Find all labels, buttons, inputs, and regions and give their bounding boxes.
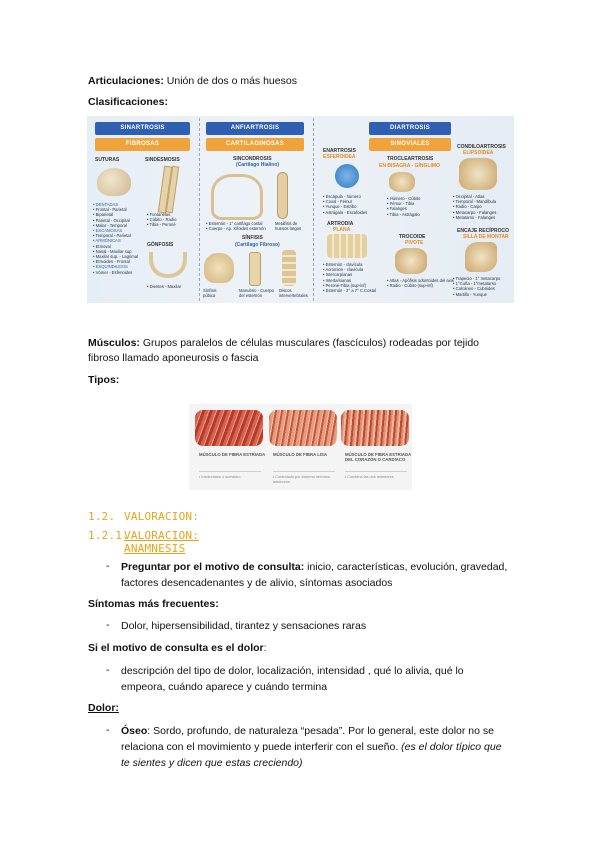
cartilaginosas-band: CARTILAGINOSAS [206,138,304,151]
bullet-text-2: factores desencadenantes y de alivio, síntomas asociados [121,577,393,589]
si-motivo-colon: : [263,642,267,654]
muscle-type-desc: • Controlado por sistema nervioso autónomo [273,475,331,484]
musculos-text-2: fibroso llamado aponeurosis o fascia [88,352,259,364]
sinfisis-item: Sínfisis púbica [203,288,217,299]
list-item: • Tibia - Astrágalo [387,211,420,217]
bullet-sintomas: Dolor, hipersensibilidad, tirantez y sensaciones raras [121,620,367,632]
divider [345,471,407,472]
list-item: • Calcáneo - Cuboides [453,286,495,292]
gonfosis-list [147,284,181,289]
list-item: • 1°Cuña - 1°metatarso [453,281,496,287]
list-item: • Temporal - Mandíbula [453,199,497,205]
vertebra-illustration [395,248,427,274]
bullet-motivo-consulta [121,559,521,591]
list-item: • Frontal - Parietal [93,207,127,213]
list-item: • Coxal - Fémur [323,199,353,205]
suturas-list [93,202,138,275]
musculos-text: Grupos paralelos de células musculares (fascículos) rodeadas por tejido [139,337,480,349]
artrodia-label: ARTRODIA [327,221,354,227]
joint-classification-figure [87,116,514,303]
musculos-line [88,336,479,350]
enartrosis-label: ENARTROSIS [323,148,356,154]
jaw-illustration [149,252,187,278]
list-item: • Temporal - Parietal [93,233,131,239]
bullet-italic-2: te sientes y dicen que estas creciendo) [121,757,303,769]
metafisis-text: Metáfisis de huesos largos [275,221,302,232]
anfiartrosis-band: ANFIARTROSIS [206,122,304,135]
list-item: • Occipital - Atlas [453,194,485,199]
list-item: • ARMÓNICAS [93,238,121,244]
figure-divider [199,118,200,301]
list-item: • Escápula - húmero [323,194,361,199]
list-item: • Esternón - clavícula [323,262,363,267]
sinfisis-sub: (Cartílago Fibroso) [235,242,280,248]
artrodia-list [323,262,376,293]
skull-illustration [97,168,131,196]
diartrosis-band: DIARTROSIS [369,122,451,135]
bullet-text-2: relaciona con el movimiento y puede interferir con el sueño. [121,741,402,753]
list-item: • Intercarpianas [323,272,353,278]
wrist-joint-illustration [459,158,497,190]
bullet-text: inicio, características, evolución, gravedad, [304,561,508,573]
list-item: • Falanges [387,206,407,212]
elbow-joint-illustration [389,172,415,192]
hand-bones-illustration [327,234,367,258]
bullet-dash: - [106,664,110,676]
list-item: • Etmoides - Frontal [93,259,130,265]
list-item: • Etmoval [93,243,111,249]
muscle-type-desc: • Combina las dos anteriores [345,475,394,479]
bullet-dash: - [106,560,110,572]
list-item: • ESCAMOSAS [93,228,123,234]
si-motivo-label: Si el motivo de consulta es el dolor [88,642,264,654]
tipos-label: Tipos: [88,374,120,386]
articulaciones-text: Unión de dos o más huesos [163,75,297,87]
list-item: • Radio - Carpo [453,204,482,210]
sinoviales-band: SINOVIALES [369,138,451,151]
list-item: • Dientes - Maxilar [147,284,182,289]
list-item: • Cuerpo - Ap. Xifoides esternón [206,226,266,232]
sinartrosis-band: SINARTROSIS [95,122,190,135]
bullet-text: : Sordo, profundo, de naturaleza “pesada”. Por lo general, este dolor no se [147,725,494,737]
list-item: • Yunque - Estribo [323,204,357,210]
enartrosis-list [323,194,367,215]
bullet-text-2: empeora, cuándo aparece y cuándo termina [121,681,328,693]
condiloartrosis-list [453,194,496,220]
sternum-illustration [211,174,263,220]
striated-muscle-illustration [195,410,263,446]
heading-number: 1.2. [88,510,116,523]
bullet-bold: Óseo [121,725,148,737]
list-item: • DENTADAS [93,202,119,207]
articulaciones-label: Articulaciones: [88,75,164,87]
sinfisis-item: Manubrio - Cuerpo del esternón [239,288,274,299]
bullet-dolor-oseo [121,723,521,771]
bullet-text: descripción del tipo de dolor, localización, intensidad , qué lo alivia, qué lo [121,665,464,677]
encaje-reciproco-sub: SILLA DE MONTAR [463,234,509,240]
muscle-types-figure [189,404,412,490]
trocoide-sub: PIVOTE [405,240,424,246]
sintomas-label: Síntomas más frecuentes: [88,598,219,610]
thumb-joint-illustration [465,242,497,272]
list-item: • Radio - Cúbito (sup-inf) [387,283,433,289]
list-item: • Acromion - clavícula [323,267,364,273]
trocleartrosis-list [387,196,420,217]
dolor-label: Dolor: [88,702,119,714]
list-item: • Biparietal [93,212,114,218]
sternum-bone-illustration [249,252,261,286]
list-item: • Vómer - Esfenoides [93,269,133,275]
muscle-type-title: MÚSCULO DE FIBRA LISA [273,452,328,457]
list-item: • Fémur - Tibia [387,201,415,207]
list-item: • Maxilar sup. - Lagrimal [93,254,138,260]
muscle-type-desc: • Involuntario o somático [199,475,241,479]
list-item: • Parietal - Occipital [93,217,130,223]
list-item: • Cúbito - Radio [147,217,177,223]
divider [273,471,335,472]
trocleartrosis-label: TROCLEARTROSIS [387,156,434,162]
bullet-bold: Preguntar por el motivo de consulta: [121,561,305,573]
sinfisis-item: Discos intervertebrales [279,288,308,299]
list-item: • Metacarpo - Falanges [453,209,497,215]
list-item: • Peroné-Tibia (sup-inf) [323,282,366,288]
bullet-dash: - [106,619,110,631]
heading-title: VALORACION: [124,510,200,523]
shoulder-joint-illustration [335,164,359,188]
long-bone-illustration [277,172,288,219]
encaje-reciproco-label: ENCAJE RECÍPROCO [457,228,509,234]
artrodia-sub: PLANA [333,227,351,233]
suturas-label: SUTURAS [95,157,120,163]
articulaciones-line [88,74,297,88]
divider [199,471,261,472]
muscle-type-title: MÚSCULO DE FIBRA ESTRIADA [199,452,266,457]
condiloartrosis-label: CONDILOARTROSIS [457,144,506,150]
bullet-descripcion-dolor [121,663,521,695]
smooth-muscle-illustration [269,410,337,446]
list-item: • Esternón - 1° cartílago costal [206,221,263,226]
condiloartrosis-sub: ELIPSOIDEA [463,150,494,156]
list-item: • ESQUINDILESIS [93,264,128,270]
list-item: • Atlas - Apófisis odontoides del axis [387,278,454,283]
trocoide-list [387,278,454,288]
pelvis-illustration [204,253,234,283]
sincondrosis-label: SINCONDROSIS [233,156,272,162]
trocoide-label: TROCOIDE [399,234,426,240]
list-item: • Trapecio - 1° metacarpo [453,276,501,281]
muscle-type-title: MÚSCULO DE FIBRA ESTRIADA DEL CORAZÓN O CARDIACO [345,452,412,463]
list-item: • Martillo - Yunque [453,291,487,297]
list-item: • Nasal - Maxilar sup. [93,248,133,254]
heading-number: 1.2.1. [88,529,129,542]
trocleartrosis-sub: EN BISAGRA - GÍNGLIMO [379,163,440,169]
heading-title: VALORACION: ANAMNESIS [124,529,200,555]
clasificaciones-label: Clasificaciones: [88,96,168,108]
encaje-reciproco-list [453,276,500,297]
sincondrosis-sub: (Cartílago Hialino) [236,162,280,168]
list-item: • Húmero - Cúbito [387,196,421,201]
spine-illustration [282,250,296,286]
sinfisis-label: SÍNFISIS [242,235,263,241]
si-motivo-line [88,641,267,655]
musculos-label: Músculos: [88,337,140,349]
list-item: • Esternón - 2° a 7° C.Costal [323,288,376,294]
list-item: • Fontanelas [147,212,171,217]
gonfosis-label: GÓNFOSIS [147,242,174,248]
bullet-dash: - [106,724,110,736]
sincondrosis-list [206,221,266,231]
list-item: • Tibia - Peroné [147,222,176,228]
sindesmosis-list [147,212,176,228]
list-item: • Metatarso - Falanges [453,214,496,220]
list-item: • Intertarsianas [323,277,351,283]
list-item: • Malar - Temporal [93,222,127,228]
figure-divider [313,118,314,301]
bullet-italic: (es el dolor típico que [401,741,502,753]
list-item: • Astrágalo - Escafoides [323,209,368,215]
enartrosis-sub: ESFEROIDEA [323,154,356,160]
cardiac-muscle-illustration [341,410,409,446]
sindesmosis-label: SINDESMOSIS [145,157,180,163]
fibrosas-band: FIBROSAS [95,138,190,151]
